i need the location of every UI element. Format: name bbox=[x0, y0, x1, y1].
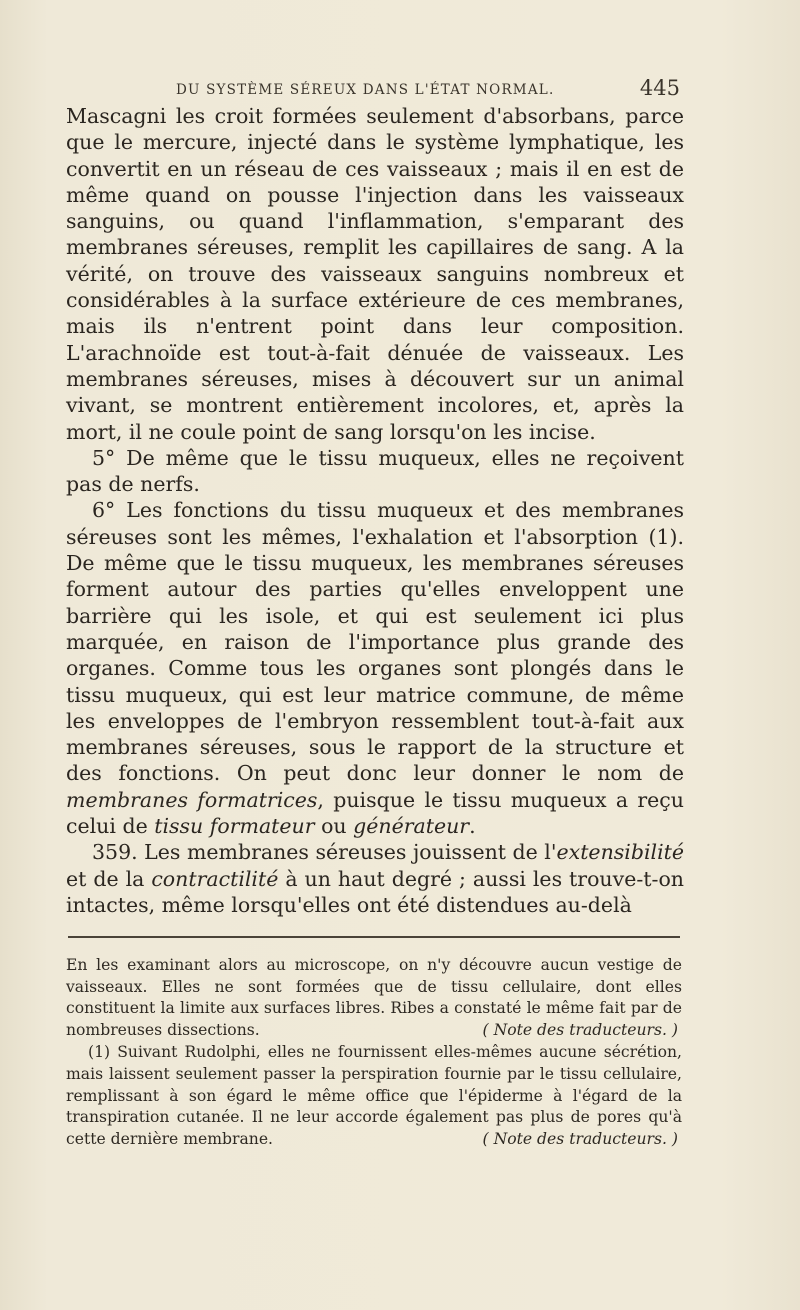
footnote-1-credit: ( Note des traducteurs. ) bbox=[482, 1129, 678, 1148]
paragraph-6-text-d: . bbox=[469, 814, 476, 839]
footnote-translators-text: En les examinant alors au microscope, on n'y découvre aucun vestige de vaisseaux. Elles ne sont formées que de tissu cellulaire, dont elles constituent la limite aux surfaces libres. Ribes a constaté le même fait par de nombreuses dissections. bbox=[66, 956, 682, 1039]
footnotes bbox=[66, 955, 682, 1151]
paragraph-mascagni: Mascagni les croit formées seulement d'absorbans, parce que le mercure, injecté dans le système lymphatique, les convertit en un réseau de ces vaisseaux ; mais il en est de même quand on pousse l'injection dans les vaisseaux sanguins, ou quand l'inflammation, s'emparant des membranes séreuses, remplit les capillaires de sang. A la vérité, on trouve des vaisseaux sanguins nombreux et considérables à la surface extérieure de ces membranes, mais ils n'entrent point dans leur composition. L'arachnoïde est tout-à-fait dénuée de vaisseaux. Les membranes séreuses, mises à découvert sur un animal vivant, se montrent entièrement incolores, et, après la mort, il ne coule point de sang lorsqu'on les incise. bbox=[66, 104, 684, 444]
running-title: DU SYSTÈME SÉREUX DANS L'ÉTAT NORMAL. bbox=[176, 82, 555, 98]
emphasis-generateur: générateur bbox=[353, 814, 470, 839]
paragraph-359-text-a: 359. Les membranes séreuses jouissent de l' bbox=[92, 840, 557, 865]
paragraph-6 bbox=[66, 497, 684, 839]
paragraph-359-text-c: à un haut degré ; aussi les trouve-t-on intactes, même lorsqu'elles ont été distendues au-delà bbox=[66, 866, 684, 917]
paragraph-6-text-b: , puisque le tissu muqueux a reçu celui de bbox=[66, 787, 684, 839]
page-header bbox=[68, 76, 688, 106]
page-number: 445 bbox=[639, 76, 680, 100]
emphasis-membranes-formatrices: membranes formatrices bbox=[66, 787, 318, 812]
paragraph-5: 5° De même que le tissu muqueux, elles ne reçoivent pas de nerfs. bbox=[66, 445, 684, 497]
footnote-divider bbox=[68, 936, 680, 938]
paragraph-6-text-a: 6° Les fonctions du tissu muqueux et des membranes séreuses sont les mêmes, l'exhalation et l'absorption (1). De même que le tissu muqueux, les membranes séreuses forment autour des parties qu'elles enveloppent une barrière qui les isole, et qui est seulement ici plus marquée, en raison de l'importance plus grande des organes. Comme tous les organes sont plongés dans le tissu muqueux, qui est leur matrice commune, de même les enveloppes de l'embryon ressemblent tout-à-fait aux membranes séreuses, sous le rapport de la structure et des fonctions. On peut donc leur donner le nom de bbox=[66, 498, 684, 786]
paragraph-359-text-b: et de la bbox=[66, 866, 152, 891]
emphasis-contractilite: contractilité bbox=[151, 866, 279, 891]
paragraph-6-text-c: ou bbox=[314, 814, 354, 839]
footnote-1 bbox=[66, 1042, 682, 1150]
emphasis-extensibilite: extensibilité bbox=[556, 840, 685, 865]
footnote-credit: ( Note des traducteurs. ) bbox=[482, 1020, 678, 1039]
footnote-translators bbox=[66, 955, 682, 1041]
footnote-1-text: (1) Suivant Rudolphi, elles ne fournissent elles-mêmes aucune sécrétion, mais laissent seulement passer la perspiration fournie par le tissu cellulaire, remplissant à son égard le même office que l'épiderme à l'égard de la transpiration cutanée. Il ne leur accorde également pas plus de pores qu'à cette dernière membrane. bbox=[66, 1043, 682, 1148]
main-text bbox=[66, 103, 684, 918]
paragraph-359 bbox=[66, 839, 684, 918]
emphasis-tissu-formateur: tissu formateur bbox=[154, 814, 315, 839]
